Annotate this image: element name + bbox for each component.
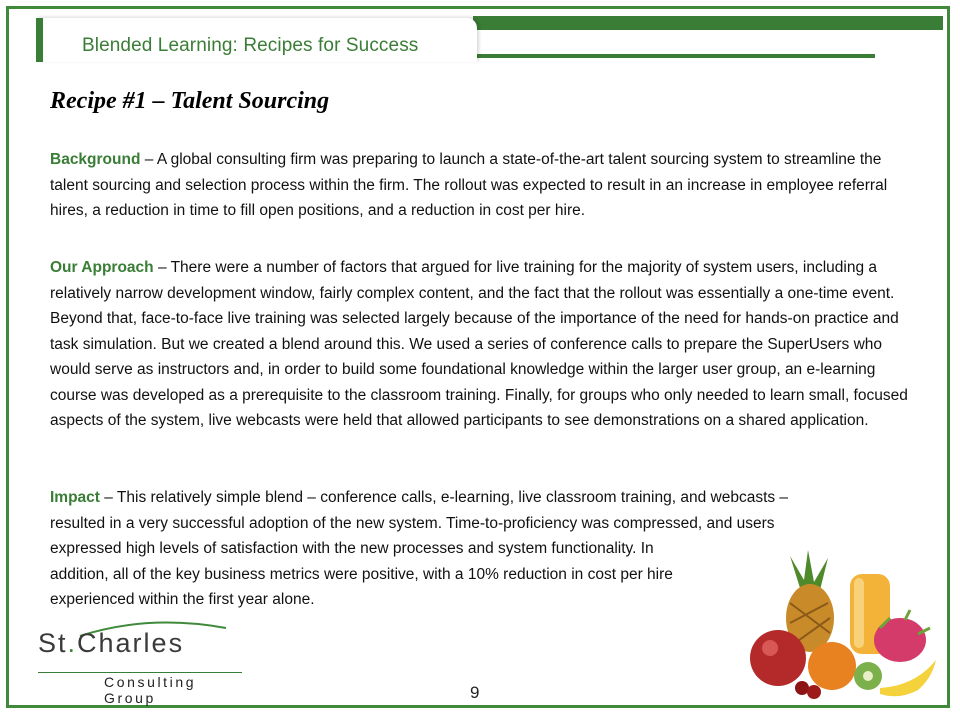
impact-line-3: expressed high levels of satisfaction with the new processes and system functionality. In [50, 540, 654, 557]
background-text: – A global consulting firm was preparing to launch a state-of-the-art talent sourcing system to streamline the talent sourcing and selection process within the firm. The rollout was expected to result in an increase in employee referral hires, a reduction in time to fill open positions, and a reduction in cost per hire. [50, 151, 888, 219]
logo-wordmark [38, 628, 184, 659]
impact-line-4: addition, all of the key business metrics were positive, with a 10% reduction in cost per hire [50, 565, 673, 583]
impact-line-2: resulted in a very successful adoption of the new system. Time-to-proficiency was compressed, and users [50, 514, 775, 532]
impact-line-5: experienced within the first year alone. [50, 591, 315, 608]
page-title: Recipe #1 – Talent Sourcing [50, 88, 330, 114]
approach-lead: Our Approach [50, 259, 154, 276]
header-tab-title: Blended Learning: Recipes for Success [82, 35, 419, 56]
logo-divider [38, 672, 242, 673]
header-bar [473, 16, 943, 30]
logo-name-part-1: St [38, 628, 68, 658]
logo-dot: . [67, 628, 78, 658]
background-lead: Background [50, 151, 141, 168]
approach-paragraph [50, 255, 918, 434]
approach-text: – There were a number of factors that argued for live training for the majority of system users, including a relatively narrow development window, fairly complex content, and the fact that the rollout was essentially a one-time event. Beyond that, face-to-face live training was selected largely because of the importance of the need for hands-on practice and task simulation. But we created a blend around this. We used a series of conference calls to prepare the SuperUsers who would serve as instructors and, in order to build some foundational knowledge within the larger user group, an e-learning course was developed as a prerequisite to the classroom training. Finally, for groups who only needed to learn small, focused aspects of the system, live webcasts were held that allowed participants to see demonstrations on a shared application. [50, 259, 908, 429]
page-number: 9 [470, 683, 480, 702]
logo-name-part-2: Charles [77, 628, 185, 658]
fruit-bowl-image [740, 548, 940, 700]
header-rule [473, 54, 875, 58]
background-paragraph [50, 147, 918, 224]
impact-lead: Impact [50, 489, 100, 506]
logo-subtitle: Consulting Group [104, 674, 197, 706]
company-logo [38, 628, 248, 706]
impact-line-1: – This relatively simple blend – conference calls, e-learning, live classroom training, and webcasts – [99, 489, 789, 506]
